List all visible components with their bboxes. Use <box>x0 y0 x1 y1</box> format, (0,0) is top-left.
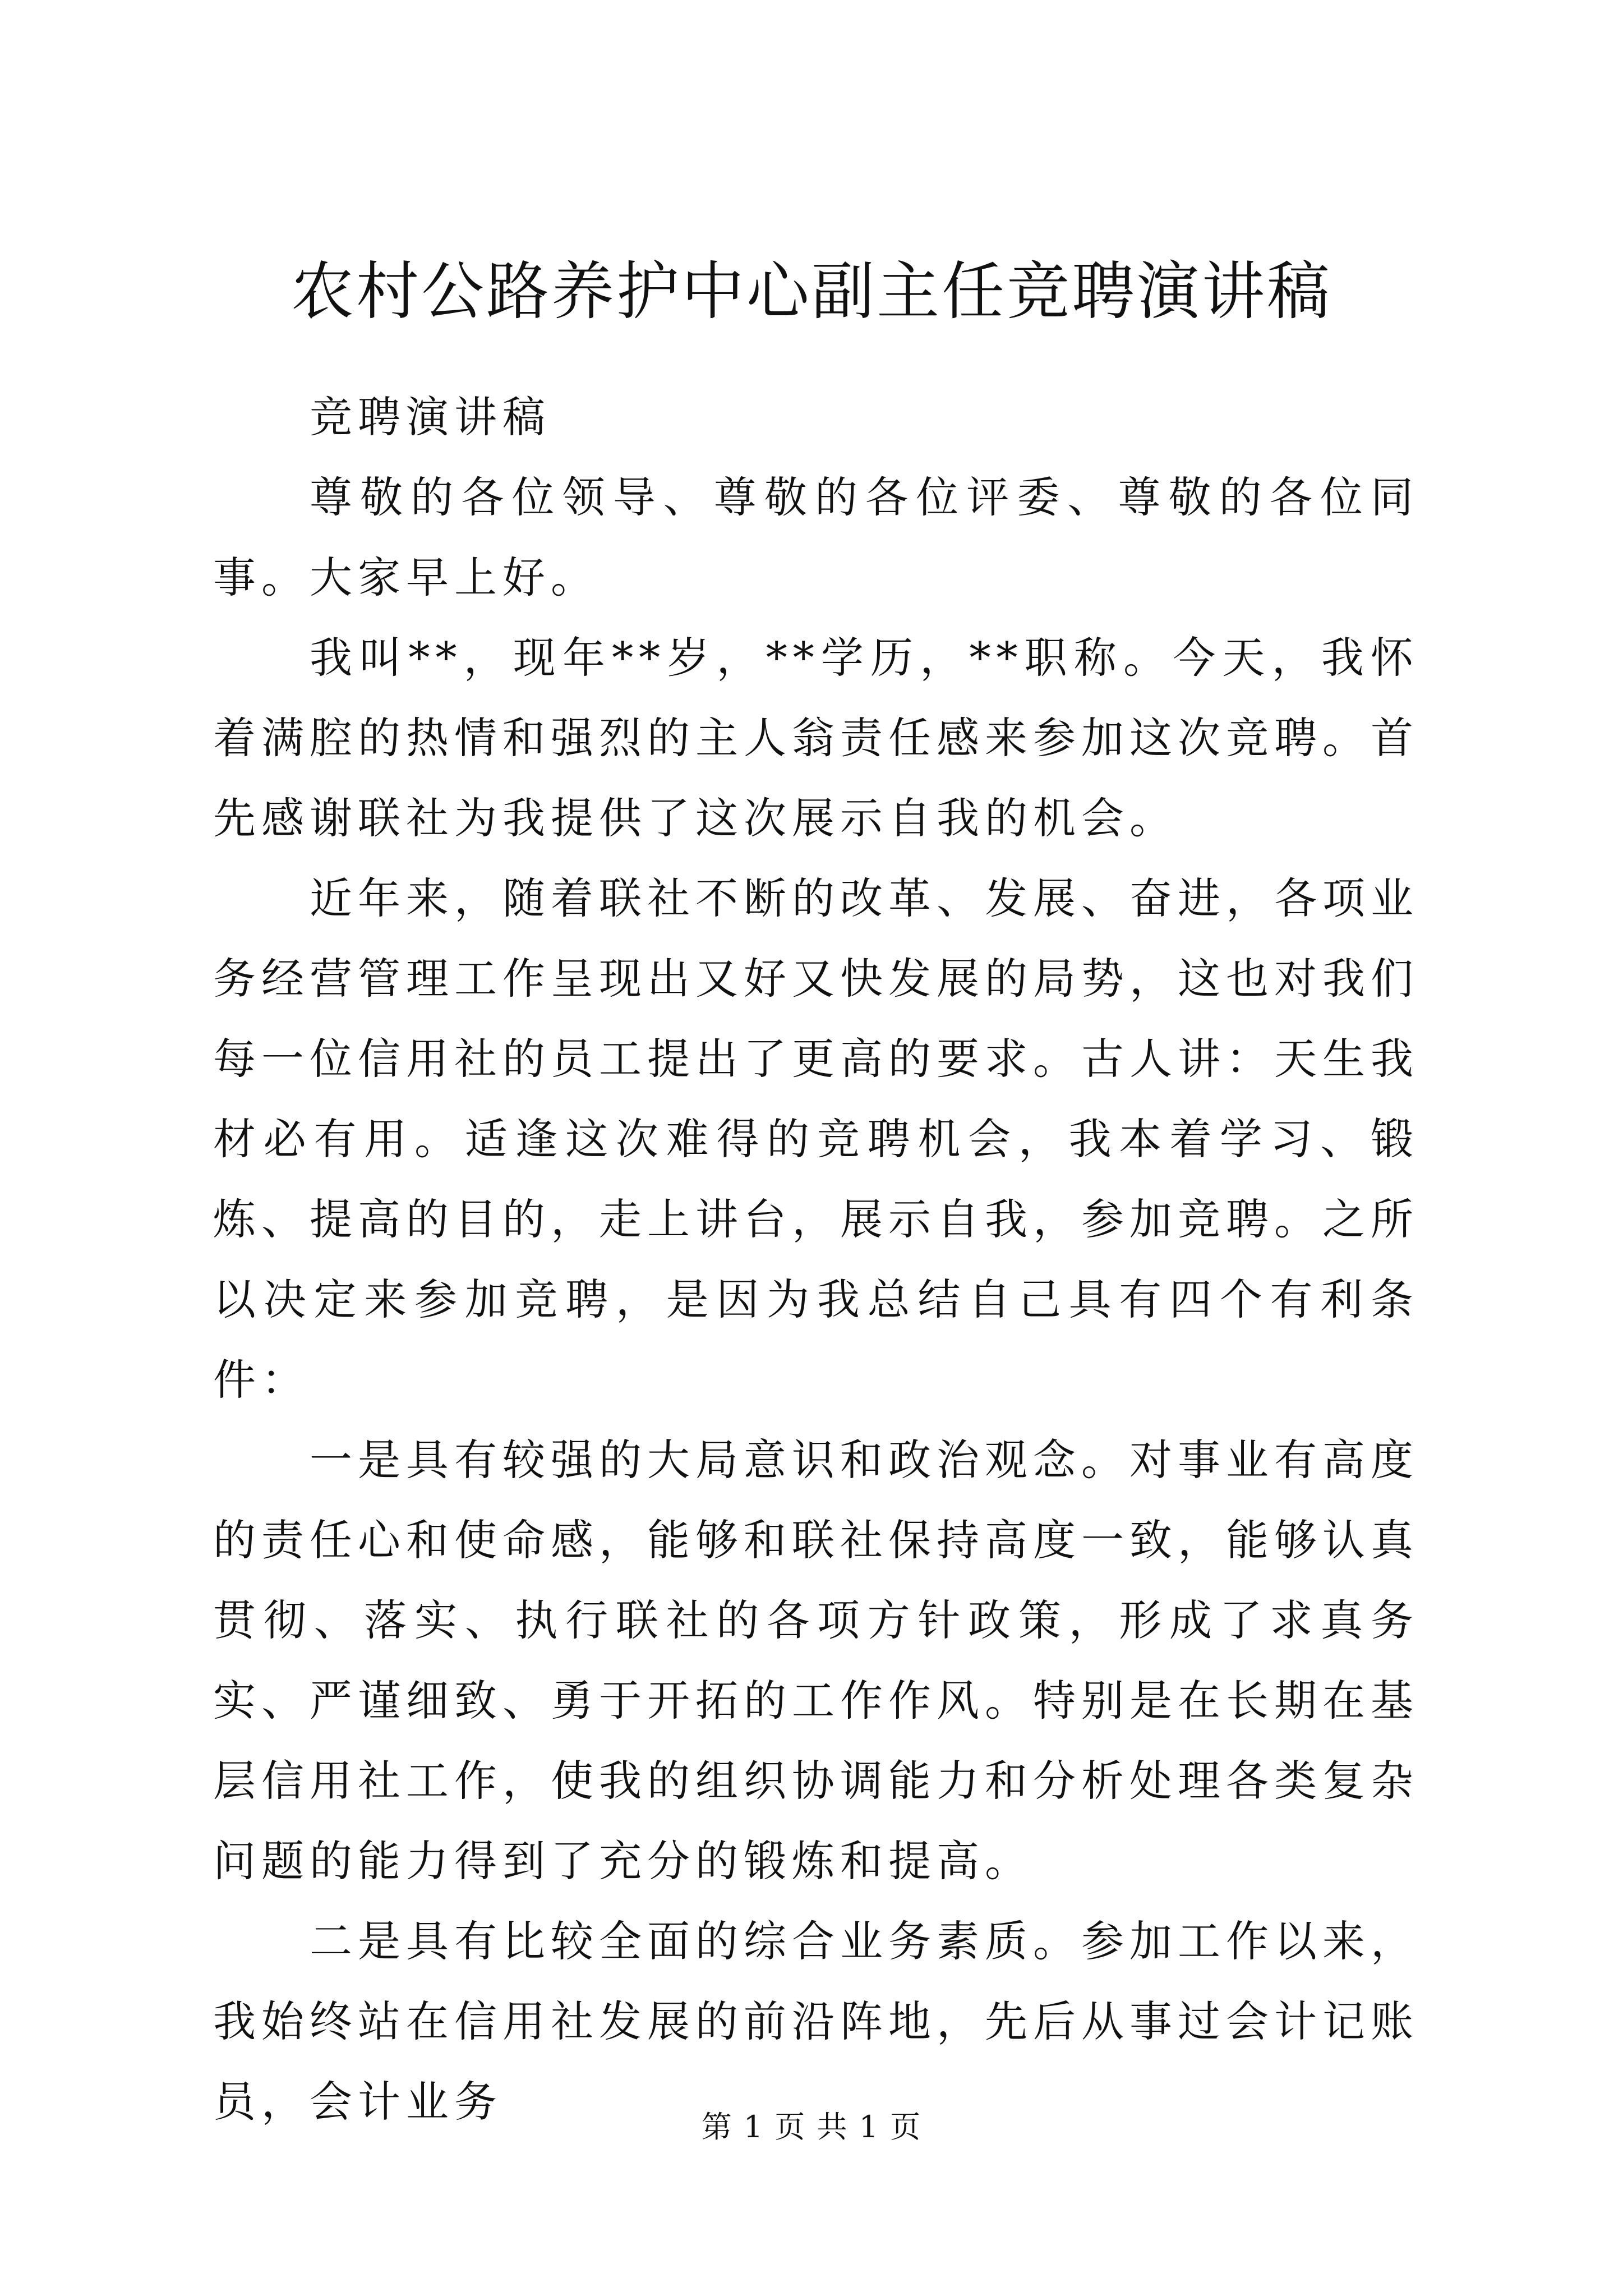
paragraph-greeting: 尊敬的各位领导、尊敬的各位评委、尊敬的各位同事。大家早上好。 <box>213 472 1419 602</box>
paragraph-condition-one: 一是具有较强的大局意识和政治观念。对事业有高度的责任心和使命感，能够和联社保持高度一致，能够认真贯彻、落实、执行联社的各项方针政策，形成了求真务实、严谨细致、勇于开拓的工作作风。特别是在长期在基层信用社工作，使我的组织协调能力和分析处理各类复杂问题的能力得到了充分的锻炼和提高。 <box>213 1435 1419 1886</box>
paragraph-subtitle: 竞聘演讲稿 <box>310 392 551 442</box>
paragraph-self-introduction: 我叫**，现年**岁，**学历，**职称。今天，我怀着满腔的热情和强烈的主人翁责任感来参加这次竞聘。首先感谢联社为我提供了这次展示自我的机会。 <box>213 633 1419 843</box>
paragraph-background: 近年来，随着联社不断的改革、发展、奋进，各项业务经营管理工作呈现出又好又快发展的局势，这也对我们每一位信用社的员工提出了更高的要求。古人讲：天生我材必有用。适逢这次难得的竞聘机会，我本着学习、锻炼、提高的目的，走上讲台，展示自我，参加竞聘。之所以决定来参加竞聘，是因为我总结自己具有四个有利条件： <box>213 873 1419 1405</box>
document-body <box>213 377 1419 2142</box>
paragraph-condition-two: 二是具有比较全面的综合业务素质。参加工作以来，我始终站在信用社发展的前沿阵地，先后从事过会计记账员，会计业务 <box>213 1916 1419 2127</box>
page-footer: 第 1 页 共 1 页 <box>701 2109 922 2145</box>
document-title: 农村公路养护中心副主任竞聘演讲稿 <box>291 255 1332 328</box>
